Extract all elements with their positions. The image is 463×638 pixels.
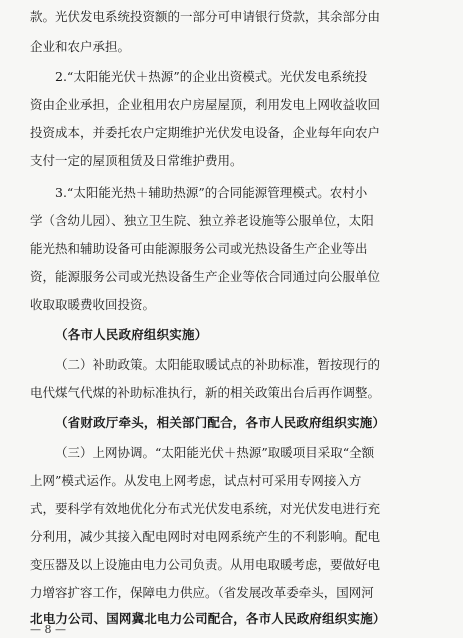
text-line: 3.“太阳能光热＋辅助热源”的合同能源管理模式。农村小: [55, 185, 368, 200]
text-line: 收取取暖费收回投资。: [30, 297, 156, 312]
text-line: 变压器及以上设施由电力公司负责。从用电取暖考虑，要做好电: [30, 557, 381, 572]
page-number: — 8 —: [30, 623, 66, 636]
text-line: 款。光伏发电系统投资额的一部分可申请银行贷款，其余部分由: [30, 9, 381, 24]
text-line: 电代煤气代煤的补助标准执行，新的相关政策出台后再作调整。: [30, 385, 381, 400]
text-line: 资，能源服务公司或光热设备生产企业等依合同通过向公服单位: [30, 269, 381, 284]
text-line: 支付一定的屋顶租赁及日常维护费用。: [30, 153, 243, 168]
responsible-party-note: （省财政厅牵头，相关部门配合，各市人民政府组织实施）: [55, 415, 386, 430]
text-line: 能光热和辅助设备可由能源服务公司或光热设备生产企业等出: [30, 241, 368, 256]
text-line: 2.“太阳能光伏＋热源”的企业出资模式。光伏发电系统投: [55, 69, 368, 84]
text-line: 学（含幼儿园）、独立卫生院、独立养老设施等公服单位，太阳: [30, 213, 374, 228]
responsible-party-note: 北电力公司、国网冀北电力公司配合，各市人民政府组织实施）: [30, 611, 386, 626]
responsible-party-note: （各市人民政府组织实施）: [55, 327, 208, 342]
section-heading-subsidy: （二）补助政策。太阳能取暖试点的补助标准，暂按现行的: [55, 357, 381, 372]
text-line: 资由企业承担，企业租用农户房屋屋顶，利用发电上网收益收回: [30, 97, 381, 112]
section-heading-grid: （三）上网协调。“太阳能光伏＋热源”取暖项目采取“全额: [55, 445, 375, 460]
text-line: 上网”模式运作。从发电上网考虑，试点村可采用专网接入方: [30, 473, 362, 488]
text-line: 投资成本，并委托农户定期维护光伏发电设备，企业每年向农户: [30, 125, 381, 140]
text-line: 力增容扩容工作，保障电力供应。（省发展改革委牵头，国网河: [30, 585, 374, 600]
text-line: 分利用，减少其接入配电网时对电网系统产生的不利影响。配电: [30, 529, 381, 544]
text-line: 企业和农户承担。: [30, 39, 131, 54]
text-line: 式，要科学有效地优化分布式光伏发电系统，对光伏发电进行充: [30, 501, 381, 516]
